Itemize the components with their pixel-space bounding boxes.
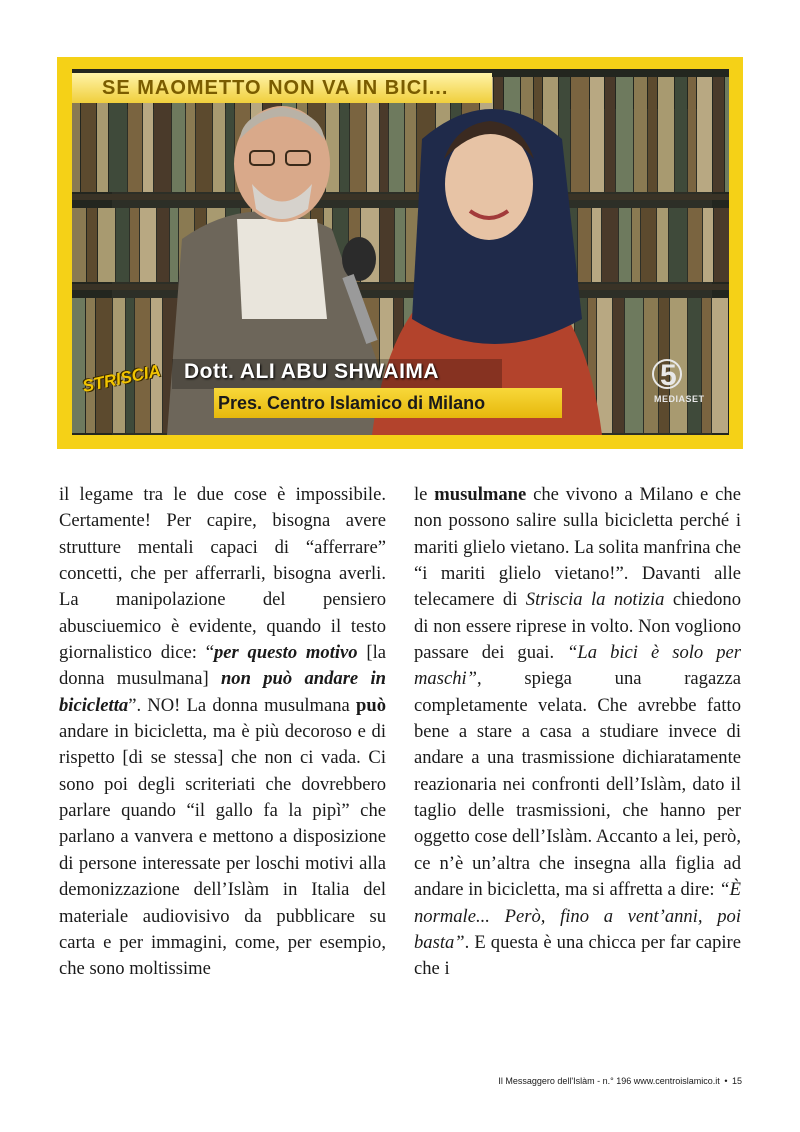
book-spine [86,298,95,433]
book-spine [713,77,724,192]
book-spine [625,298,643,433]
tv-banner-text: SE MAOMETTO NON VA IN BICI... [102,77,449,99]
book-spine [597,298,612,433]
article-column-left [59,482,386,983]
mediaset-logo: MEDIASET [654,394,705,404]
book-spine [657,208,668,282]
book-spine [712,298,728,433]
book-spine [116,208,129,282]
book-spine [648,77,657,192]
book-spine [113,298,125,433]
book-spine [140,208,156,282]
book-spine [130,208,139,282]
book-spine [96,298,112,433]
footer-separator: • [724,1076,728,1086]
book-spine [170,208,178,282]
footer-publication: Il Messaggero dell'Islàm - n.° 196 [498,1076,632,1086]
book-spine [613,298,624,433]
book-spine [571,77,589,192]
tv-caption-role: Pres. Centro Islamico di Milano [218,393,486,413]
book-spine [669,208,687,282]
book-spine [619,208,631,282]
book-spine [725,77,729,192]
book-spine [592,208,601,282]
book-spine [703,208,713,282]
article-paragraph: le musulmane che vivono a Milano e che non possono salire sulla bicicletta perché i mariti glielo vietano. La solita manfrina che “i mariti glielo vietano!”. Davanti alle telecamere di Striscia la notizia chiedono di non essere riprese in volto. Non vogliono passare dei guai. “La bici è solo per maschi”, spiega una ragazza completamente velata. Che avrebbe fatto bene a stare a casa a studiare invece di andare a una trasmissione dichiaratamente reazionaria nei confronti dell’Islàm, dato il taglio delle trasmissioni, che hanno per oggetto cose dell’Islàm. Accanto a lei, però, ce n’è un’altra che insegna alla figlia ad andare in bicicletta, ma si affretta a dire: “È normale... Però, fino a vent’anni, poi basta”. E questa è una chicca per far capire che i [414,484,742,980]
book-spine [658,77,674,192]
channel-five-logo: 5 [660,359,677,392]
book-spine [72,208,86,282]
page-number: 15 [731,1076,742,1086]
footer-website: www.centroislamico.it [633,1076,720,1086]
article-paragraph: il legame tra le due cose è impossibile. Certamente! Per capire, bisogna avere strutture mentali capaci di “afferrare” concetti, che per afferrarli, bisogna averli. La manipolazione del pensiero abusciuemico è evidente, quando il testo giornalistico dice: “per questo motivo [la donna musulmana] non può andare in bicicletta”. NO! La donna musulmana può andare in bicicletta, ma è più decoroso e di rispetto [di se stessa] che non ci vada. Ci sono poi degli scriteriati che dovrebbero parlare quando “il gallo fa la pipì” che parlano a vanvera e mettono a disposizione di persone interessate per loschi motivi alla demonizzazione dell’Islàm in Italia del materiale audiovisivo da pubblicare su carta e per immagini, come, per esempio, che sono moltissime [59,484,386,980]
book-spine [688,77,696,192]
book-spine [590,77,604,192]
book-spine [632,208,640,282]
book-spine [714,208,729,282]
book-spine [578,208,591,282]
book-spine [702,298,711,433]
book-spine [87,208,97,282]
tv-caption-name: Dott. ALI ABU SHWAIMA [184,360,440,383]
striscia-logo: STRISCIA [80,360,163,397]
article-column-right [414,482,741,983]
book-spine [395,208,405,282]
book-spine [602,208,618,282]
photo-frame [57,57,743,449]
book-spine [157,208,169,282]
book-spine [688,208,702,282]
book-spine [98,208,115,282]
book-spine [634,77,647,192]
tv-screenshot-image [72,69,729,435]
book-spine [72,298,85,433]
book-spine [380,208,394,282]
book-spine [688,298,701,433]
book-spine [675,77,687,192]
book-spine [616,77,633,192]
book-spine [641,208,656,282]
page-footer [498,1076,742,1086]
book-spine [605,77,615,192]
book-spine [697,77,712,192]
